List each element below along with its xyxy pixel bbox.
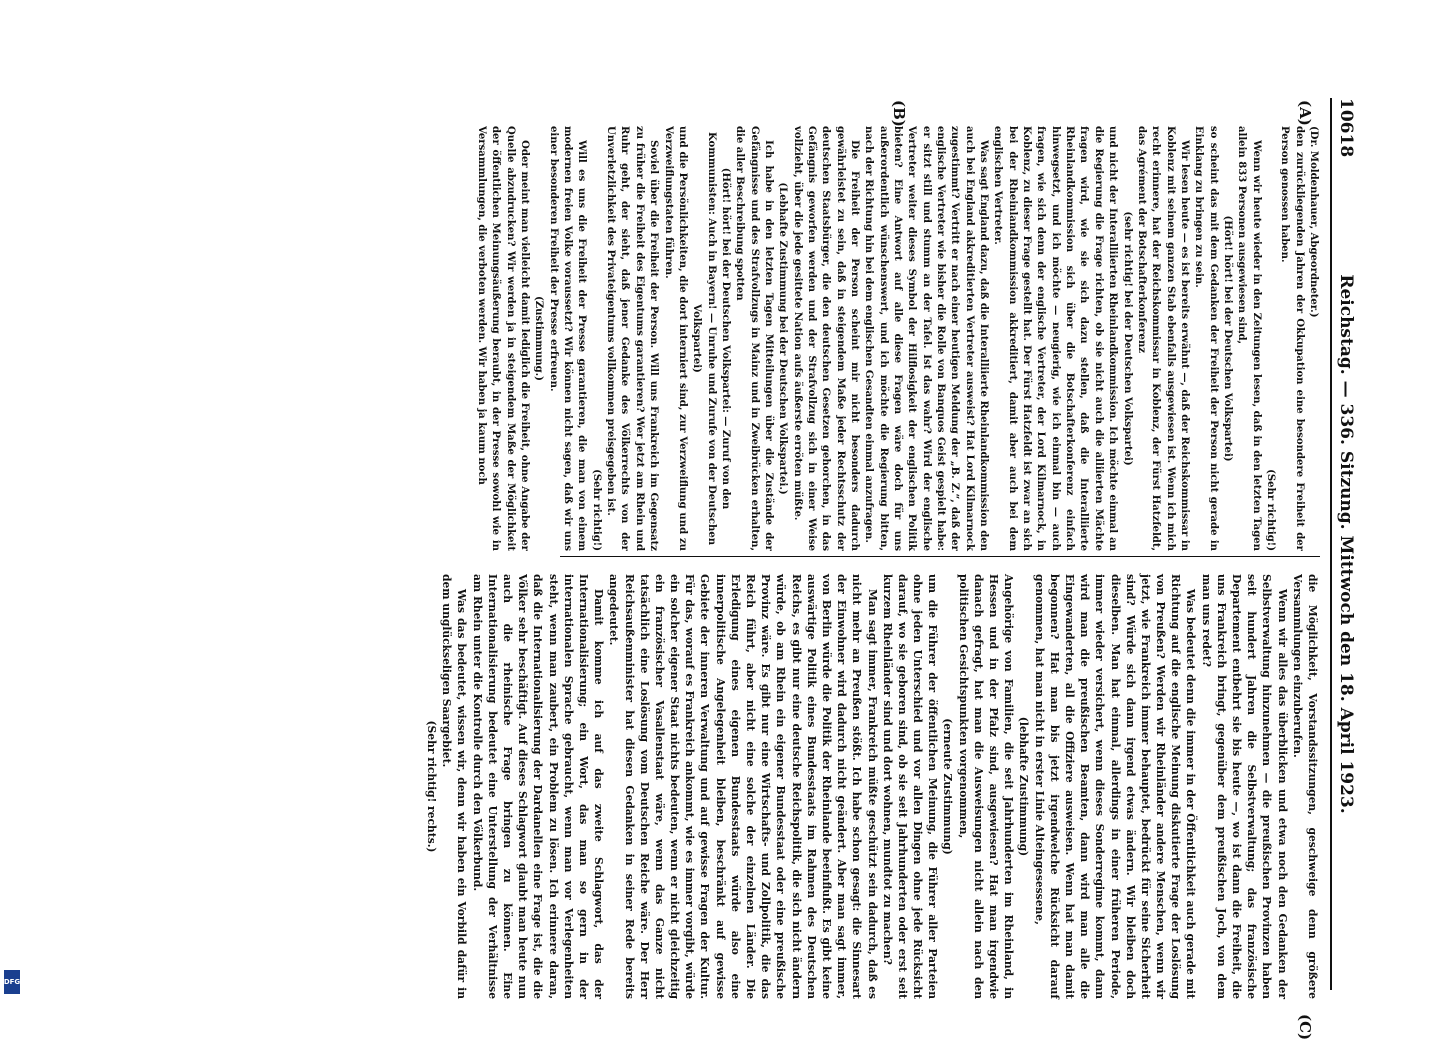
paragraph: (Sehr richtig!) <box>590 469 602 551</box>
paragraph: (Dr. Moldenhauer, Abgeordneter.) <box>1308 126 1319 318</box>
paragraph: (Sehr richtig! rechts.) <box>425 720 439 853</box>
paragraph: (Lebhafte Zustimmung bei der Deutschen Volkspartei.) <box>777 182 789 495</box>
margin-marker-c: (C) <box>1296 1014 1314 1041</box>
paragraph: Was das bedeutet, wissen wir, denn wir haben ein Vorbild dafür in dem unglückseligen Saargebiet. <box>440 574 469 999</box>
paragraph: Wir lesen heute — es ist bereits erwähnt —, daß der Reichskommissar in Koblenz mit seinem ganzen Stab ebenfalls ausgewiesen ist. Wenn ich mich recht erinnere, hat der Reichskommissar in Koblenz, der Fürst Hatzfeldt, das Agrément der Botschafterkonferenz <box>1135 126 1190 551</box>
footer <box>6 8 20 992</box>
paragraph: und nicht der Interalliierten Rheinlandkommission. Ich möchte einmal an die Regierung die Frage richten, ob sie nicht auch die alliierten Mächte fragen wird, wie sie sich dazu stellen, daß die Interalliierte Rheinlandkommission sich über die Botschafterkonferenz einfach hinwegsetzt, und ich möchte — neugierig, wie ich einmal bin — auch fragen, wie sich denn der englische Vertreter, der Lord Kilmarnock, in Koblenz, zu dieser Frage gestellt hat. Der Fürst Hatzfeldt ist zwar an sich bei der Rheinlandkommission akkreditiert, damit aber auch bei dem englischen Vertreter. <box>992 126 1119 551</box>
paragraph: den zurückliegenden Jahren der Okkupation eine besondere Freiheit der Person genossen haben. <box>1279 126 1305 551</box>
paragraph: (lebhafte Zustimmung) <box>1017 716 1031 857</box>
paragraph: um die Führer der öffentlichen Meinung, die Führer aller Parteien ohne jeden Unterschied und vor allen Dingen ohne jede Rücksicht darauf, wo sie geboren sind, ob sie seit Jahrhunderten oder erst seit kurzem Rheinländer sind und dort wohnen, mundtot zu machen? <box>880 574 940 999</box>
left-column <box>474 126 1320 551</box>
paragraph: Soviel über die Freiheit der Person. Will uns Frankreich im Gegensatz zu früher die Freiheit des Eigentums garantieren? Wer jetzt am Rhein und Ruhr geht, der sieht, daß jener Gedanke des Völkerrechts von der Unverletzlichkeit des Privateigentums vollkommen preisgegeben ist. <box>605 126 660 551</box>
page-number: 10618 <box>1336 98 1356 158</box>
paragraph: Wenn wir heute wieder in den Zeitungen lesen, daß in den letzten Tagen allein 833 Personen ausgewiesen sind, <box>1236 126 1262 551</box>
paragraph: Die Freiheit der Person scheint mir nicht besonders dadurch gewährleistet zu sein, daß in steigendem Maße jeder Rechtsschutz der deutschen Staatsbürger, die den deutschen Gesetzen gehorchen, in das Gefängnis geworfen werden und der Strafvollzug sich in einer Weise vollzieht, über die jede gesittete Nation aufs äußerste erröten müßte. <box>791 126 860 551</box>
rotated-page <box>0 50 1384 1050</box>
margin-marker-b: (B) <box>890 100 908 127</box>
paragraph: Angehörige von Familien, die seit Jahrhunderten im Rheinland, in Hessen und in der Pfalz sind, ausgewiesen? Hat man irgendwie danach gefragt, hat man die Ausweisungen nicht allein nach den politischen Gesichtspunkten vorgenommen, <box>956 574 1016 999</box>
paragraph: (Hört! hört! bei der Deutschen Volkspartei: — Zuruf von den Kommunisten: Auch in Bayern! — Unruhe und Zurufe von der Deutschen Volkspartei) <box>691 131 731 546</box>
paragraph: Will es uns die Freiheit der Presse garantieren, die man von einem modernen freien Volke voraussetzt? Wir können nicht sagen, daß wir uns einer besonderen Freiheit der Presse erfreuen. <box>547 126 588 551</box>
paragraph: Was sagt England dazu, daß die Interalliierte Rheinlandkommission den auch bei England akkreditierten Vertreter ausweist? Hat Lord Kilmarnock zugestimmt? Vertritt er nach einer heutigen Meldung der „B. Z.“, daß der englische Vertreter wie bisher die Rolle von Banquos Geist gespielt habe: er sitzt still und stumm an der Tafel. Ist das wahr? Wird der englische Vertreter weiter dieses Symbol der Hilflosigkeit der englischen Politik bieten? Eine Antwort auf alle diese Fragen wäre doch für uns außerordentlich wünschenswert, und ich möchte die Regierung bitten, nach der Richtung hin bei dem englischen Gesandten einmal anzufragen. <box>863 126 990 551</box>
header-rule <box>1330 98 1332 990</box>
paragraph: (erneute Zustimmung) <box>941 718 955 855</box>
paragraph: Man sagt immer, Frankreich müßte geschützt sein dadurch, daß es nicht mehr an Preußen stößt. Ich habe schon gesagt: die Sinnesart der Einwohner wird dadurch nicht geändert. Aber man sagt immer, von Berlin würde die Politik der Rheinlande beeinflußt. Es gibt keine auswärtige Politik eines Bundesstaats im Rahmen des Deutschen Reichs, es gibt nur eine deutsche Reichspolitik, die sich nicht ändern würde, ob am Rhein ein eigener Bundesstaat oder eine preußische Provinz wäre. Es gibt nur eine Wirtschafts- und Zollpolitik, die das Reich führt, aber nicht eine solche der einzelnen Länder. Die Erledigung eines eigenen Bundesstaats würde also eine innerpolitische Angelegenheit bleiben, beschränkt auf gewisse Gebiete der inneren Verwaltung und auf gewisse Fragen der Kultur. Für das, worauf es Frankreich ankommt, wie es immer vorgibt, würde ein solcher eigener Staat nichts bedeuten, wenn er nicht gleichzeitig ein französischer Vasallenstaat wäre, wenn das Ganze nicht tatsächlich eine Loslösung vom Deutschen Reiche wäre. Der Herr Reichsaußenminister hat diesen Gedanken in seiner Rede bereits angedeutet. <box>607 574 879 999</box>
paragraph: (Sehr richtig!) <box>1264 469 1276 551</box>
dfg-logo: DFG <box>4 970 20 994</box>
paragraph: so scheint das mit dem Gedanken der Freiheit der Person nicht gerade in Einklang zu bringen zu sein. <box>1193 126 1219 551</box>
paragraph: (Hört! hört! bei der Deutschen Volkspartei) <box>1221 215 1233 462</box>
paragraph: Wenn wir alles das überblicken und etwa noch den Gedanken der Selbstverwaltung hinzunehmen — die preußischen Provinzen haben seit hundert Jahren die Selbstverwaltung; das französische Departement entbehrt sie bis heute —, wo ist dann die Freiheit, die uns Frankreich bringt, gegenüber dem preußischen Joch, von dem man uns redet? <box>1199 574 1289 999</box>
page-header <box>1334 98 1358 990</box>
paragraph: Ich habe in den letzten Tagen Mitteilungen über die Zustände der Gefängnisse und des Strafvollzugs in Mainz und in Zweibrücken erhalten, die aller Beschreibung spotten <box>734 126 774 551</box>
margin-marker-a: (A) <box>1296 100 1314 126</box>
right-column <box>424 574 1320 999</box>
page-title: Reichstag. — 336. Sitzung. Mittwoch den 18. April 1923. <box>1336 274 1356 814</box>
paragraph: Was bedeutet denn die immer in der Öffentlichkeit auch gerade mit Richtung auf die englische Meinung diskutierte Frage der Loslösung von Preußen? Werden wir Rheinländer andere Menschen, wenn wir jetzt, wie Frankreich immer behauptet, bedrückt für seine Sicherheit sind? Würde sich dann irgend etwas ändern. Wir bleiben doch dieselben. Man hat einmal, allerdings in einer früheren Periode, immer wieder versichert, wenn dieses Sonderregime kommt, dann wird man die preußischen Beamten, dann wird man alle die Eingewanderten, all die Offiziere ausweisen. Wenn hat man damit begonnen? Hat man bis jetzt irgendwelche Rücksicht darauf genommen, hat man nicht in erster Linie Alteingesessene, <box>1032 574 1198 999</box>
paragraph: Oder meint man vielleicht damit lediglich die Freiheit, ohne Angabe der Quelle abzudrucken? Wir werden ja in steigendem Maße der Möglichkeit der öffentlichen Meinungsäußerung beraubt, in der Presse sowohl wie in Versammlungen, die verboten werden. Wir haben ja kaum noch <box>476 126 531 551</box>
paragraph: (sehr richtig! bei der Deutschen Volkspartei) <box>1121 211 1133 466</box>
paragraph: (Zustimmung.) <box>533 296 545 381</box>
paragraph: die Möglichkeit, Vorstandssitzungen, geschweige denn größere Versammlungen einzuberufen. <box>1290 574 1319 999</box>
column-divider <box>560 556 1320 557</box>
paragraph: und die Persönlichkeiten, die dort interniert sind, zur Verzweiflung und zu Verzweiflungstaten führen. <box>662 126 688 551</box>
paragraph: Damit komme ich auf das zweite Schlagwort, das der Internationalisierung; ein Wort, das man so gern in der internationalen Sprache gebraucht, wenn man vor Verlegenheiten steht, wenn man zaubert, ein Problem zu lösen. Ich erinnere daran, daß die Internationalisierung der Dardanellen eine Frage ist, die die Völker sehr beschäftigt. Auf dieses Schlagwort glaubt man heute nun auch die rheinische Frage bringen zu können. Eine Internationalisierung bedeutet eine Unterstellung der Verhältnisse am Rhein unter die Kontrolle durch den Völkerbund. <box>470 574 606 999</box>
